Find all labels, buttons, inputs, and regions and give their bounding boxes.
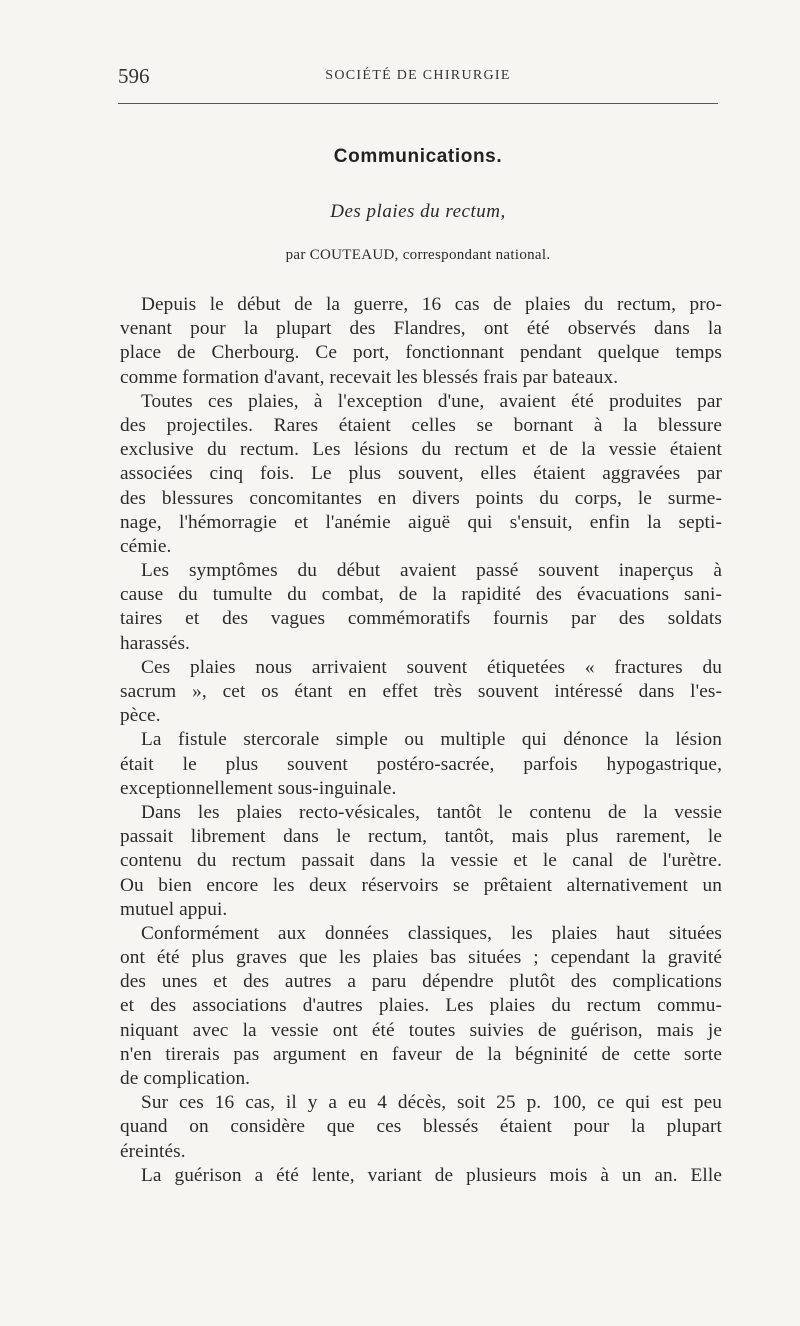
text-line: Depuis le début de la guerre, 16 cas de plaies du rectum, pro-: [141, 294, 722, 315]
text-line: et des associations d'autres plaies. Les plaies du rectum commu-: [120, 995, 722, 1017]
running-title: SOCIÉTÉ DE CHIRURGIE: [325, 68, 511, 83]
text-line: associées cinq fois. Le plus souvent, elles étaient aggravées par: [120, 463, 722, 485]
text-line: mutuel appui.: [120, 898, 228, 920]
text-line: venant pour la plupart des Flandres, ont été observés dans la: [120, 318, 722, 340]
text-line: éreintés.: [120, 1140, 186, 1162]
header-rule: [118, 103, 718, 104]
text-line: Dans les plaies recto-vésicales, tantôt le contenu de la vessie: [141, 801, 722, 823]
text-line: Toutes ces plaies, à l'exception d'une, avaient été produites par: [141, 390, 722, 412]
page-header: [118, 64, 718, 88]
text-line: nage, l'hémorragie et l'anémie aiguë qui s'ensuit, enfin la septi-: [120, 511, 722, 533]
text-line: cémie.: [120, 535, 172, 557]
text-line: La fistule stercorale simple ou multiple qui dénonce la lésion: [141, 729, 722, 751]
text-line: niquant avec la vessie ont été toutes suivies de guérison, mais je: [120, 1019, 722, 1041]
section-title: Communications.: [333, 146, 503, 167]
text-line: Conformément aux données classiques, les plaies haut situées: [141, 922, 722, 944]
text-line: Les symptômes du début avaient passé souvent inaperçus à: [141, 560, 722, 582]
text-line: comme formation d'avant, recevait les blessés frais par bateaux.: [120, 366, 619, 388]
text-line: des blessures concomitantes en divers points du corps, le surme-: [120, 487, 722, 509]
text-line: sacrum », cet os étant en effet très souvent intéressé dans l'es-: [120, 681, 722, 702]
article-byline: par COUTEAUD, correspondant national.: [285, 247, 551, 263]
text-line: Ces plaies nous arrivaient souvent étiquetées « fractures du: [141, 656, 722, 678]
text-line: était le plus souvent postéro-sacrée, parfois hypogastrique,: [120, 753, 722, 775]
text-line: La guérison a été lente, variant de plusieurs mois à un an. Elle: [141, 1164, 722, 1186]
text-line: taires et des vagues commémoratifs fournis par des soldats: [120, 608, 722, 630]
text-line: n'en tirerais pas argument en faveur de la bégninité de cette sorte: [120, 1043, 722, 1065]
text-line: des projectiles. Rares étaient celles se bornant à la blessure: [120, 414, 722, 436]
text-line: ont été plus graves que les plaies bas situées ; cependant la gravité: [120, 947, 722, 969]
text-line: place de Cherbourg. Ce port, fonctionnant pendant quelque temps: [120, 342, 722, 364]
text-line: Ou bien encore les deux réservoirs se prêtaient alternativement un: [120, 874, 722, 896]
article-title: Des plaies du rectum,: [330, 201, 506, 222]
article-body: [120, 293, 722, 1188]
text-line: des unes et des autres a paru dépendre plutôt des complications: [120, 971, 722, 993]
text-line: harassés.: [120, 632, 190, 654]
text-line: passait librement dans le rectum, tantôt, mais plus rarement, le: [120, 826, 722, 848]
text-line: de complication.: [120, 1068, 251, 1089]
page-number: 596: [118, 64, 150, 88]
text-line: contenu du rectum passait dans la vessie et le canal de l'urètre.: [120, 850, 722, 872]
text-line: cause du tumulte du combat, de la rapidité des évacuations sani-: [120, 584, 722, 606]
text-line: quand on considère que ces blessés étaient pour la plupart: [120, 1116, 722, 1138]
text-line: exclusive du rectum. Les lésions du rectum et de la vessie étaient: [120, 439, 722, 461]
text-line: pèce.: [120, 705, 161, 727]
text-line: Sur ces 16 cas, il y a eu 4 décès, soit 25 p. 100, ce qui est peu: [141, 1092, 722, 1114]
text-line: exceptionnellement sous-inguinale.: [120, 777, 397, 799]
